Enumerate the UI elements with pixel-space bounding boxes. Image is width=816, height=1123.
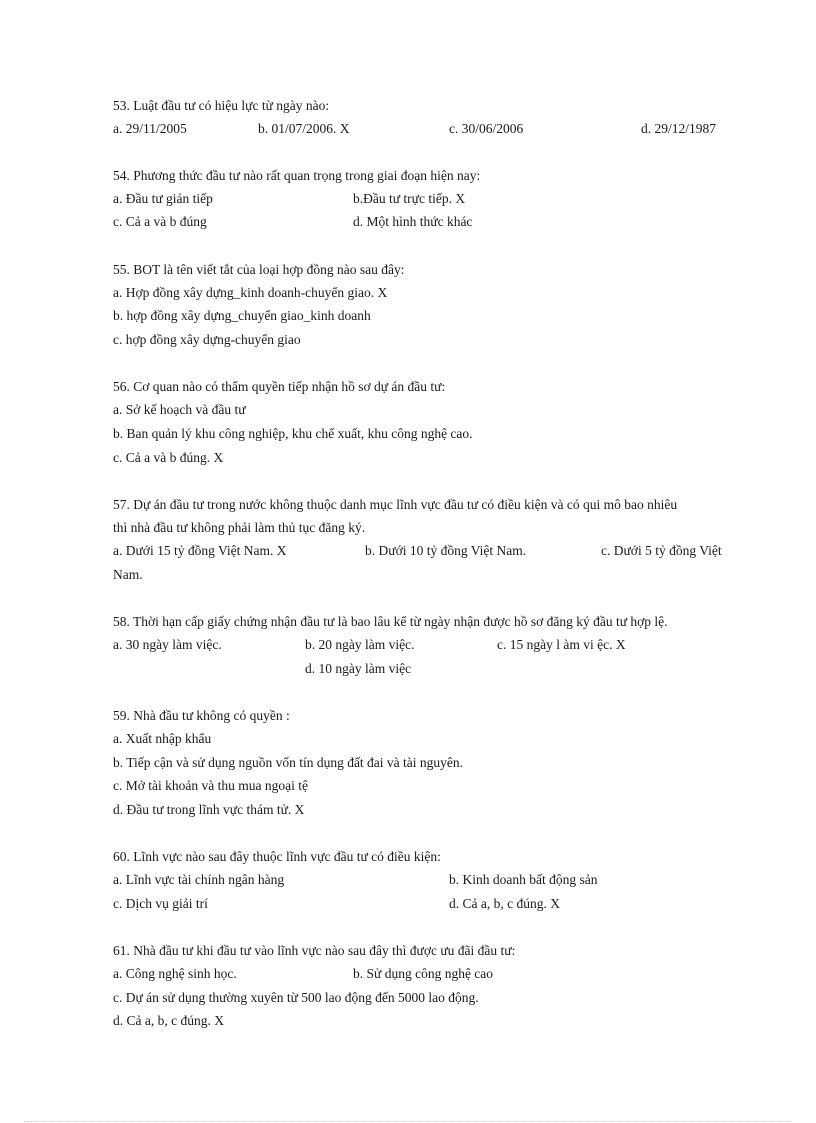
question-61-option-a: a. Công nghệ sinh học. — [113, 966, 237, 981]
question-58-option-a: a. 30 ngày làm việc. — [113, 637, 222, 652]
question-60-option-d: d. Cả a, b, c đúng. X — [449, 896, 560, 911]
question-56-option-b: b. Ban quản lý khu công nghiệp, khu chế xuất, khu công nghệ cao. — [113, 426, 473, 441]
question-57-prompt-cont: thì nhà đầu tư không phải làm thủ tục đăng ký. — [113, 520, 366, 535]
question-56-prompt: 56. Cơ quan nào có thẩm quyền tiếp nhận hồ sơ dự án đầu tư: — [113, 379, 446, 394]
question-54-prompt: 54. Phương thức đầu tư nào rất quan trọng trong giai đoạn hiện nay: — [113, 168, 481, 183]
question-58-prompt: 58. Thời hạn cấp giấy chứng nhận đầu tư là bao lâu kể từ ngày nhận được hồ sơ đăng ký đầu tư hợp lệ. — [113, 614, 668, 629]
question-61-option-d: d. Cả a, b, c đúng. X — [113, 1013, 224, 1028]
question-61-option-c: c. Dự án sử dụng thường xuyên từ 500 lao động đến 5000 lao động. — [113, 990, 479, 1005]
question-57-option-a: a. Dưới 15 tỷ đồng Việt Nam. X — [113, 543, 287, 558]
question-59-option-d: d. Đầu tư trong lĩnh vực thám tử. X — [113, 802, 305, 817]
question-57-option-b: b. Dưới 10 tỷ đồng Việt Nam. — [365, 543, 527, 558]
question-53-option-d: d. 29/12/1987 — [641, 121, 717, 136]
question-60-option-a: a. Lĩnh vực tài chính ngân hàng — [113, 872, 285, 887]
page-bottom-divider — [24, 1121, 792, 1122]
question-56-option-a: a. Sở kế hoạch và đầu tư — [113, 402, 246, 417]
question-53-option-a: a. 29/11/2005 — [113, 121, 187, 136]
question-54-option-c: c. Cả a và b đúng — [113, 214, 207, 229]
question-58-option-b: b. 20 ngày làm việc. — [305, 637, 415, 652]
question-58-option-d: d. 10 ngày làm việc — [305, 661, 412, 676]
question-53-prompt: 53. Luật đầu tư có hiệu lực từ ngày nào: — [113, 98, 330, 113]
question-55-prompt: 55. BOT là tên viết tắt của loại hợp đồng nào sau đây: — [113, 262, 405, 277]
question-59-option-c: c. Mở tài khoản và thu mua ngoại tệ — [113, 778, 308, 793]
question-57-option-c: c. Dưới 5 tỷ đồng Việt — [601, 543, 722, 558]
question-60-option-c: c. Dịch vụ giải trí — [113, 896, 208, 911]
question-55-option-a: a. Hợp đồng xây dựng_kinh doanh-chuyển giao. X — [113, 285, 388, 300]
question-59-option-a: a. Xuất nhập khẩu — [113, 731, 212, 746]
question-55-option-c: c. hợp đồng xây dựng-chuyển giao — [113, 332, 301, 347]
question-54-option-b: b.Đầu tư trực tiếp. X — [353, 191, 466, 206]
question-54-option-a: a. Đầu tư gián tiếp — [113, 191, 213, 206]
question-60-prompt: 60. Lĩnh vực nào sau đây thuộc lĩnh vực đầu tư có điều kiện: — [113, 849, 441, 864]
question-56-option-c: c. Cả a và b đúng. X — [113, 450, 224, 465]
question-61-prompt: 61. Nhà đầu tư khi đầu tư vào lĩnh vực nào sau đây thì được ưu đãi đầu tư: — [113, 943, 516, 958]
question-58-option-c: c. 15 ngày l àm vi ệc. X — [497, 637, 626, 652]
question-59-prompt: 59. Nhà đầu tư không có quyền : — [113, 708, 290, 723]
question-57-option-c-wrap: Nam. — [113, 567, 143, 582]
question-61-option-b: b. Sử dụng công nghệ cao — [353, 966, 494, 981]
question-57-prompt: 57. Dự án đầu tư trong nước không thuộc danh mục lĩnh vực đầu tư có điều kiện và có qui mô bao nhiêu — [113, 497, 678, 512]
question-53-option-b: b. 01/07/2006. X — [258, 121, 350, 136]
question-53-option-c: c. 30/06/2006 — [449, 121, 524, 136]
question-60-option-b: b. Kinh doanh bất động sản — [449, 872, 598, 887]
question-59-option-b: b. Tiếp cận và sử dụng nguồn vốn tín dụng đất đai và tài nguyên. — [113, 755, 464, 770]
question-55-option-b: b. hợp đồng xây dựng_chuyển giao_kinh doanh — [113, 308, 371, 323]
question-54-option-d: d. Một hình thức khác — [353, 214, 473, 229]
